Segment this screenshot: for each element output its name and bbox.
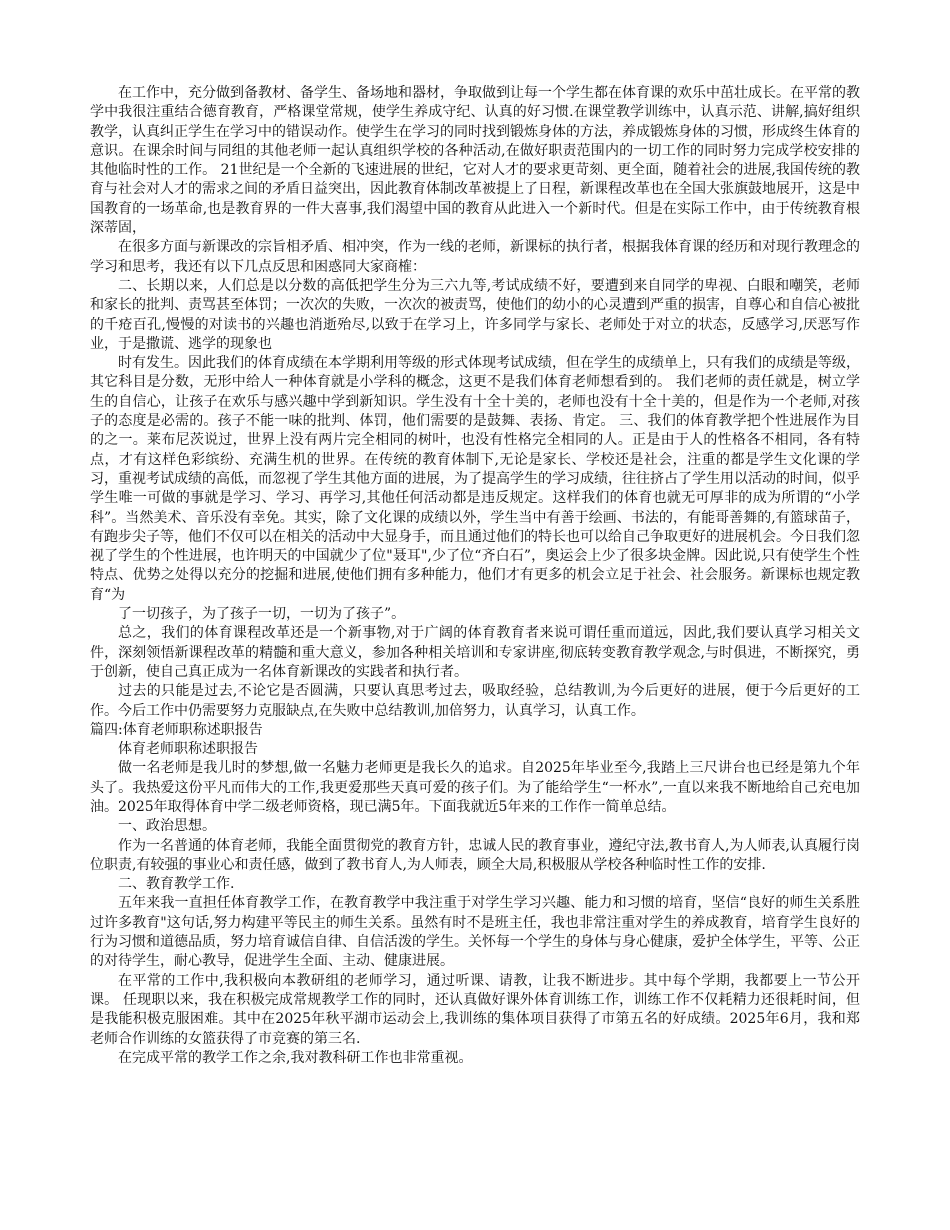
paragraph-slogan: 了一切孩子，为了孩子一切，一切为了孩子”。 — [118, 606, 406, 623]
paragraph-daily-work: 在平常的工作中,我积极向本教研组的老师学习，通过听课、请教，让我不断进步。其中每个学期，我都要上一节公开课。 任现职以来，我在积极完成常规教学工作的同时，还认真做好课外体育训练工作，训练工作不仅耗精力还很耗时间，但是我能积极克服困难。其中在2025年秋平湖市运动会上,我训练的集体项目获得了市第五名的好成绩。2025年6月，我和郑老师合作训练的女篮获得了市竞赛的第三名. — [90, 972, 860, 1047]
paragraph-summary: 总之，我们的体育课程改革还是一个新事物,对于广阔的体育教育者来说可谓任重而道远，因此,我们要认真学习相关文件，深刻领悟新课程改革的精髓和重大意义，参加各种相关培训和专家讲座,彻底转变教育教学观念,与时俱进，不断探究，勇于创新，使自己真正成为一名体育新课改的实践者和执行者。 — [90, 625, 860, 680]
paragraph-point-three: 时有发生。因此我们的体育成绩在本学期利用等级的形式体现考试成绩，但在学生的成绩单上，只有我们的成绩是等级，其它科目是分数，无形中给人一种体育就是小学科的概念，这更不是我们体育老师想看到的。 我们老师的责任就是，树立学生的自信心，让孩子在欢乐与感兴趣中学到新知识。学生没有十全十美的，老师也没有十全十美的，但是作为一个老师,对孩子的态度是必需的。孩子不能一味的批判、体罚，他们需要的是鼓舞、表扬、肯定。 三、我们的体育教学把个性进展作为目的之一。莱布尼茨说过，世界上没有两片完全相同的树叶，也没有性格完全相同的人。正是由于人的性格各不相同，各有特点，才有这样色彩缤纷、充满生机的世界。在传统的教育体制下,无论是家长、学校还是社会，注重的都是学生文化课的学习，重视考试成绩的高低，而忽视了学生其他方面的进展，为了提高学生的学习成绩，往往挤占了学生用以活动的时间，似乎学生唯一可做的事就是学习、学习、再学习,其他任何活动都是违反规定。这样我们的体育也就无可厚非的成为所谓的“小学科”。当然美术、音乐没有幸免。其实，除了文化课的成绩以外，学生当中有善于绘画、书法的，有能哥善舞的,有篮球苗子，有跑步尖子等，他们不仅可以在相关的活动中大显身手，而且通过他们的特长也可以给自己争取更好的进展机会。今日我们忽视了学生的个性进展，也许明天的中国就少了位"聂耳",少了位“齐白石”，奥运会上少了很多块金牌。因此说,只有使学生个性特点、优势之处得以充分的挖掘和进展,使他们拥有多种能力，他们才有更多的机会立足于社会、社会服务。新课标也规定教育“为 — [90, 355, 860, 603]
paragraph-research: 在完成平常的教学工作之余,我对教科研工作也非常重视。 — [118, 1049, 473, 1066]
paragraph-reflections-intro: 在很多方面与新课改的宗旨相矛盾、相冲突，作为一线的老师，新课标的执行者，根据我体育课的经历和对现行教理念的学习和思考，我还有以下几点反思和困惑同大家商榷： — [90, 239, 860, 275]
section-heading-part-four: 篇四:体育老师职称述职报告 — [90, 721, 263, 738]
paragraph-teaching: 五年来我一直担任体育教学工作，在教育教学中我注重于对学生学习兴趣、能力和习惯的培育，坚信“良好的师生关系胜过许多教育"这句话,努力构建平等民主的师生关系。虽然有时不是班主任，我也非常注重对学生的养成教育，培育学生良好的行为习惯和道德品质，努力培育诚信自律、自信活泼的学生。关怀每一个学生的身体与身心健康，爱护全体学生，平等、公正的对待学生，耐心教导，促进学生全面、主动、健康进展。 — [90, 895, 860, 970]
paragraph-politics: 作为一名普通的体育老师，我能全面贯彻党的教育方针，忠诚人民的教育事业，遵纪守法,教书育人,为人师表,认真履行岗位职责,有较强的事业心和责任感，做到了教书育人,为人师表，顾全大局,积极服从学校各种临时性工作的安排. — [90, 837, 860, 873]
section-heading-teaching: 二、教育教学工作. — [118, 876, 235, 893]
paragraph-closing: 过去的只能是过去,不论它是否圆满，只要认真思考过去，吸取经验，总结教训,为今后更好的进展，便于今后更好的工作。今后工作中仍需要努力克服缺点,在失败中总结教训,加倍努力，认真学习，认真工作。 — [90, 683, 860, 719]
paragraph-career-intro: 做一名老师是我儿时的梦想,做一名魅力老师更是我长久的追求。自2025年毕业至今,我踏上三尺讲台也已经是第九个年头了。我热爱这份平凡而伟大的工作,我更爱那些天真可爱的孩子们。为了能给学生“一杯水”,一直以来我不断地给自己充电加油。2025年取得体育中学二级老师资格，现已满5年。下面我就近5年来的工作作一简单总结。 — [90, 760, 860, 815]
report-title: 体育老师职称述职报告 — [118, 741, 258, 758]
paragraph-point-two: 二、长期以来，人们总是以分数的高低把学生分为三六九等,考试成绩不好，要遭到来自同学的卑视、白眼和嘲笑，老师和家长的批判、责骂甚至体罚；一次次的失败，一次次的被责骂，使他们的幼小的心灵遭到严重的损害，自尊心和自信心被批的千疮百孔,慢慢的对读书的兴趣也消逝殆尽,以致于在学习上，许多同学与家长、老师处于对立的状态，反感学习,厌恶写作业，于是撒谎、逃学的现象也 — [90, 277, 860, 352]
section-heading-politics: 一、政治思想。 — [118, 818, 216, 835]
paragraph-work-preparation: 在工作中，充分做到备教材、备学生、备场地和器材，争取做到让每一个学生都在体育课的欢乐中茁壮成长。在平常的教学中我很注重结合德育教育，严格课堂常规，使学生养成守纪、认真的好习惯.在课堂教学训练中，认真示范、讲解,搞好组织教学，认真纠正学生在学习中的错误动作。使学生在学习的同时找到锻炼身体的方法，养成锻炼身体的习惯，形成终生体育的意识。在课余时间与同组的其他老师一起认真组织学校的各种活动,在做好职责范围内的一切工作的同时努力完成学校安排的其他临时性的工作。 21世纪是一个全新的飞速进展的世纪，它对人才的要求更苛刻、更全面，随着社会的进展,我国传统的教育与社会对人才的需求之间的矛盾日益突出，因此教育体制改革被提上了日程，新课程改革也在全国大张旗鼓地展开，这是中国教育的一场革命,也是教育界的一件大喜事,我们渴望中国的教育从此进入一个新时代。但是在实际工作中，由于传统教育根深蒂固， — [90, 85, 860, 237]
